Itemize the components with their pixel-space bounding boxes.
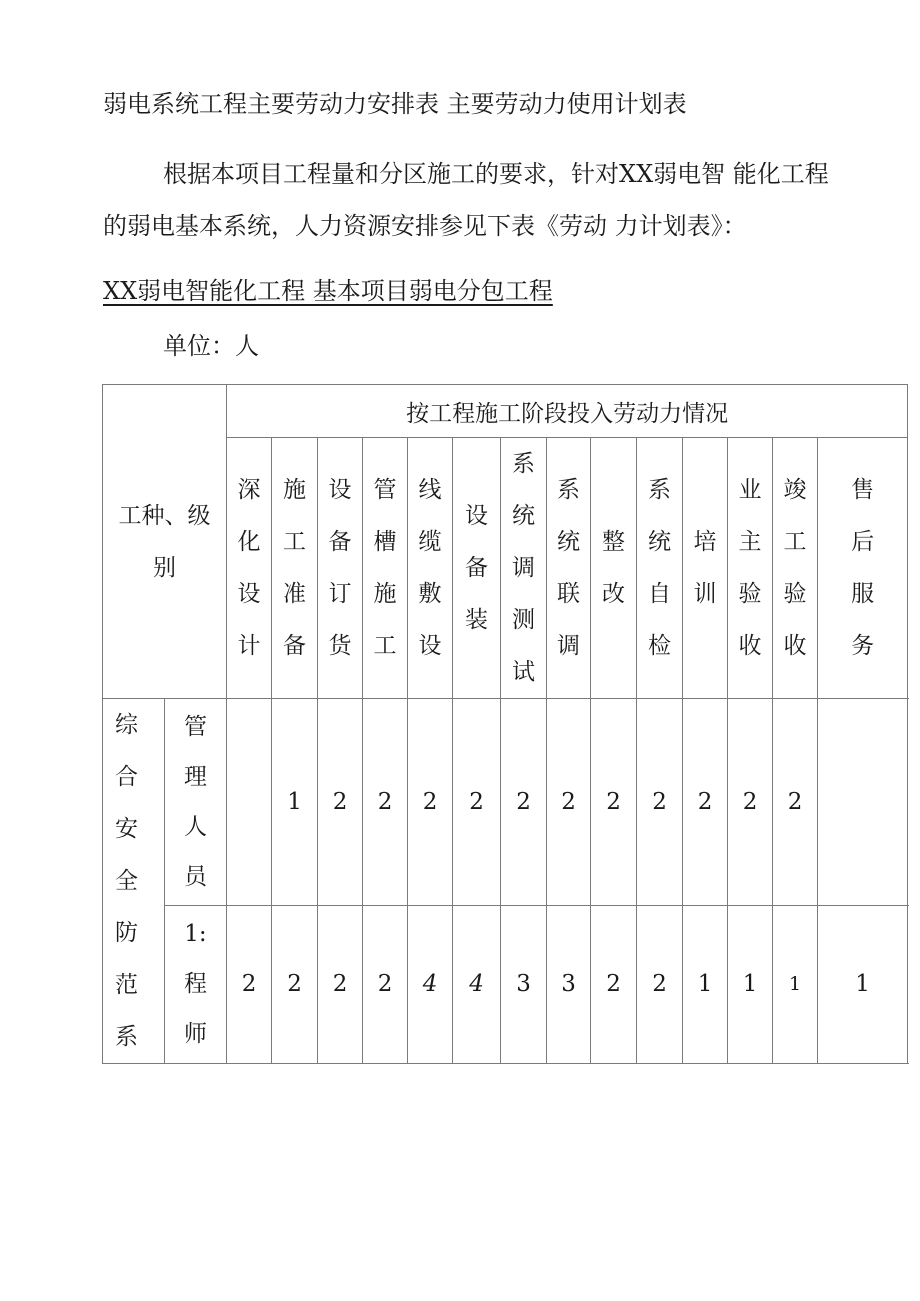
value-cell: 4 [453, 905, 501, 1063]
value-cell: 2 [637, 905, 683, 1063]
value-cell: 1 [272, 699, 318, 906]
value-cell: 1 [818, 905, 908, 1063]
stage-header-11: 培训 [683, 438, 728, 699]
stage-header-9: 整改 [591, 438, 637, 699]
value-cell: 4 [408, 905, 453, 1063]
value-cell: 2 [591, 905, 637, 1063]
value-cell: 1 [728, 905, 773, 1063]
stage-header-14: 售后服务 [818, 438, 908, 699]
intro-paragraph-line-2: 的弱电基本系统，人力资源安排参见下表《劳动 力计划表》： [103, 212, 747, 240]
system-label: 综合安全防范系 [103, 699, 165, 1064]
table-row [103, 905, 908, 1063]
value-cell: 1 [773, 905, 818, 1063]
value-cell: 2 [408, 699, 453, 906]
value-cell: 2 [318, 905, 363, 1063]
stage-header-7: 系统调测试 [501, 438, 547, 699]
value-cell: 2 [728, 699, 773, 906]
document-title: 弱电系统工程主要劳动力安排表 主要劳动力使用计划表 [103, 90, 687, 118]
value-cell: 2 [637, 699, 683, 906]
value-cell: 2 [501, 699, 547, 906]
trade-level-header: 工种、级别 [103, 385, 227, 699]
stage-header-5: 线缆敷设 [408, 438, 453, 699]
stage-header-8: 系统联调 [547, 438, 591, 699]
group-header: 按工程施工阶段投入劳动力情况 [227, 385, 908, 438]
table-row [103, 699, 908, 906]
unit-label: 单位：人 [163, 332, 259, 360]
value-cell: 1 [683, 905, 728, 1063]
value-cell [818, 699, 908, 906]
stage-header-13: 竣工验收 [773, 438, 818, 699]
stage-header-3: 设备订货 [318, 438, 363, 699]
labor-plan-table [102, 384, 908, 1064]
project-title: XX弱电智能化工程 基本项目弱电分包工程 [103, 277, 553, 305]
role-label: 管理人员 [165, 699, 227, 906]
stage-header-10: 系统自检 [637, 438, 683, 699]
value-cell: 2 [318, 699, 363, 906]
stage-header-2: 施工准备 [272, 438, 318, 699]
value-cell: 2 [363, 699, 408, 906]
intro-paragraph-line-1: 根据本项目工程量和分区施工的要求，针对XX弱电智 能化工程 [163, 160, 829, 188]
value-cell: 2 [363, 905, 408, 1063]
value-cell: 2 [773, 699, 818, 906]
stage-header-4: 管槽施工 [363, 438, 408, 699]
value-cell: 2 [591, 699, 637, 906]
value-cell: 3 [501, 905, 547, 1063]
role-label: 1:程师 [165, 905, 227, 1063]
stage-header-6: 设备装 [453, 438, 501, 699]
value-cell: 2 [453, 699, 501, 906]
value-cell: 2 [227, 905, 272, 1063]
value-cell: 2 [683, 699, 728, 906]
value-cell: 2 [547, 699, 591, 906]
value-cell: 3 [547, 905, 591, 1063]
value-cell: 2 [272, 905, 318, 1063]
stage-header-1: 深化设计 [227, 438, 272, 699]
stage-header-12: 业主验收 [728, 438, 773, 699]
value-cell [227, 699, 272, 906]
